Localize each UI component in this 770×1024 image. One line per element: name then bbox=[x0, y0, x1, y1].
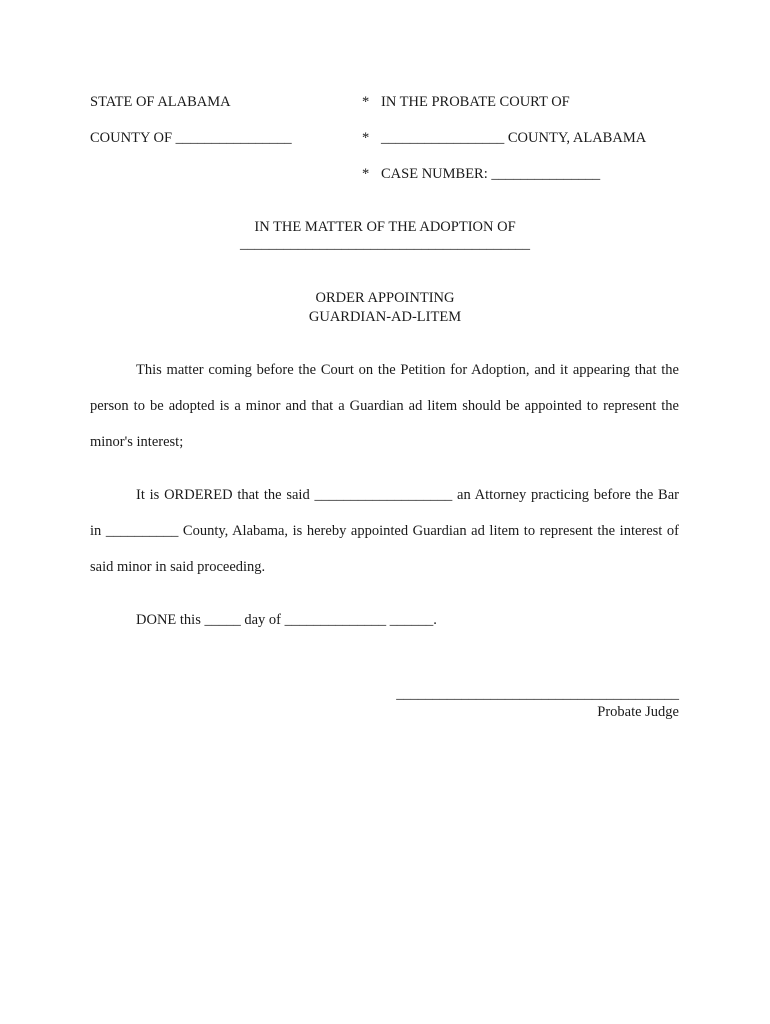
body-paragraph-order bbox=[90, 477, 679, 585]
body-paragraph-petition bbox=[90, 352, 679, 460]
order-title-line2: GUARDIAN-AD-LITEM bbox=[308, 309, 462, 325]
done-line bbox=[90, 602, 679, 638]
paragraph-text: This matter coming before the Court on the Petition for Adoption, and it appearing that the person to be adopted is a minor and that a Guardian ad litem should be appointed to represent the minor's interest; bbox=[90, 362, 679, 450]
signature-block bbox=[396, 686, 679, 721]
case-number-label: CASE NUMBER: _______________ bbox=[381, 166, 601, 182]
state-label: STATE OF ALABAMA bbox=[90, 94, 231, 110]
caption-separator-star: * bbox=[362, 94, 370, 110]
paragraph-text: It is ORDERED that the said ___________________ an Attorney practicing before the Bar in __________ County, Alabama, is hereby appointed Guardian ad litem to represent the interest of said minor in said proceeding. bbox=[90, 487, 679, 575]
done-text: DONE this _____ day of ______________ ______. bbox=[136, 612, 437, 628]
probate-judge-label: Probate Judge bbox=[597, 704, 679, 720]
order-title-line1: ORDER APPOINTING bbox=[315, 290, 455, 306]
caption-separator-star: * bbox=[362, 130, 370, 146]
adoptee-name-blank: ________________________________________ bbox=[240, 236, 530, 252]
court-county-label: _________________ COUNTY, ALABAMA bbox=[381, 130, 647, 146]
matter-heading: IN THE MATTER OF THE ADOPTION OF bbox=[254, 219, 516, 235]
county-label: COUNTY OF ________________ bbox=[90, 130, 292, 146]
signature-line: _______________________________________ bbox=[396, 686, 679, 702]
caption-separator-star: * bbox=[362, 166, 370, 182]
court-label: IN THE PROBATE COURT OF bbox=[381, 94, 570, 110]
